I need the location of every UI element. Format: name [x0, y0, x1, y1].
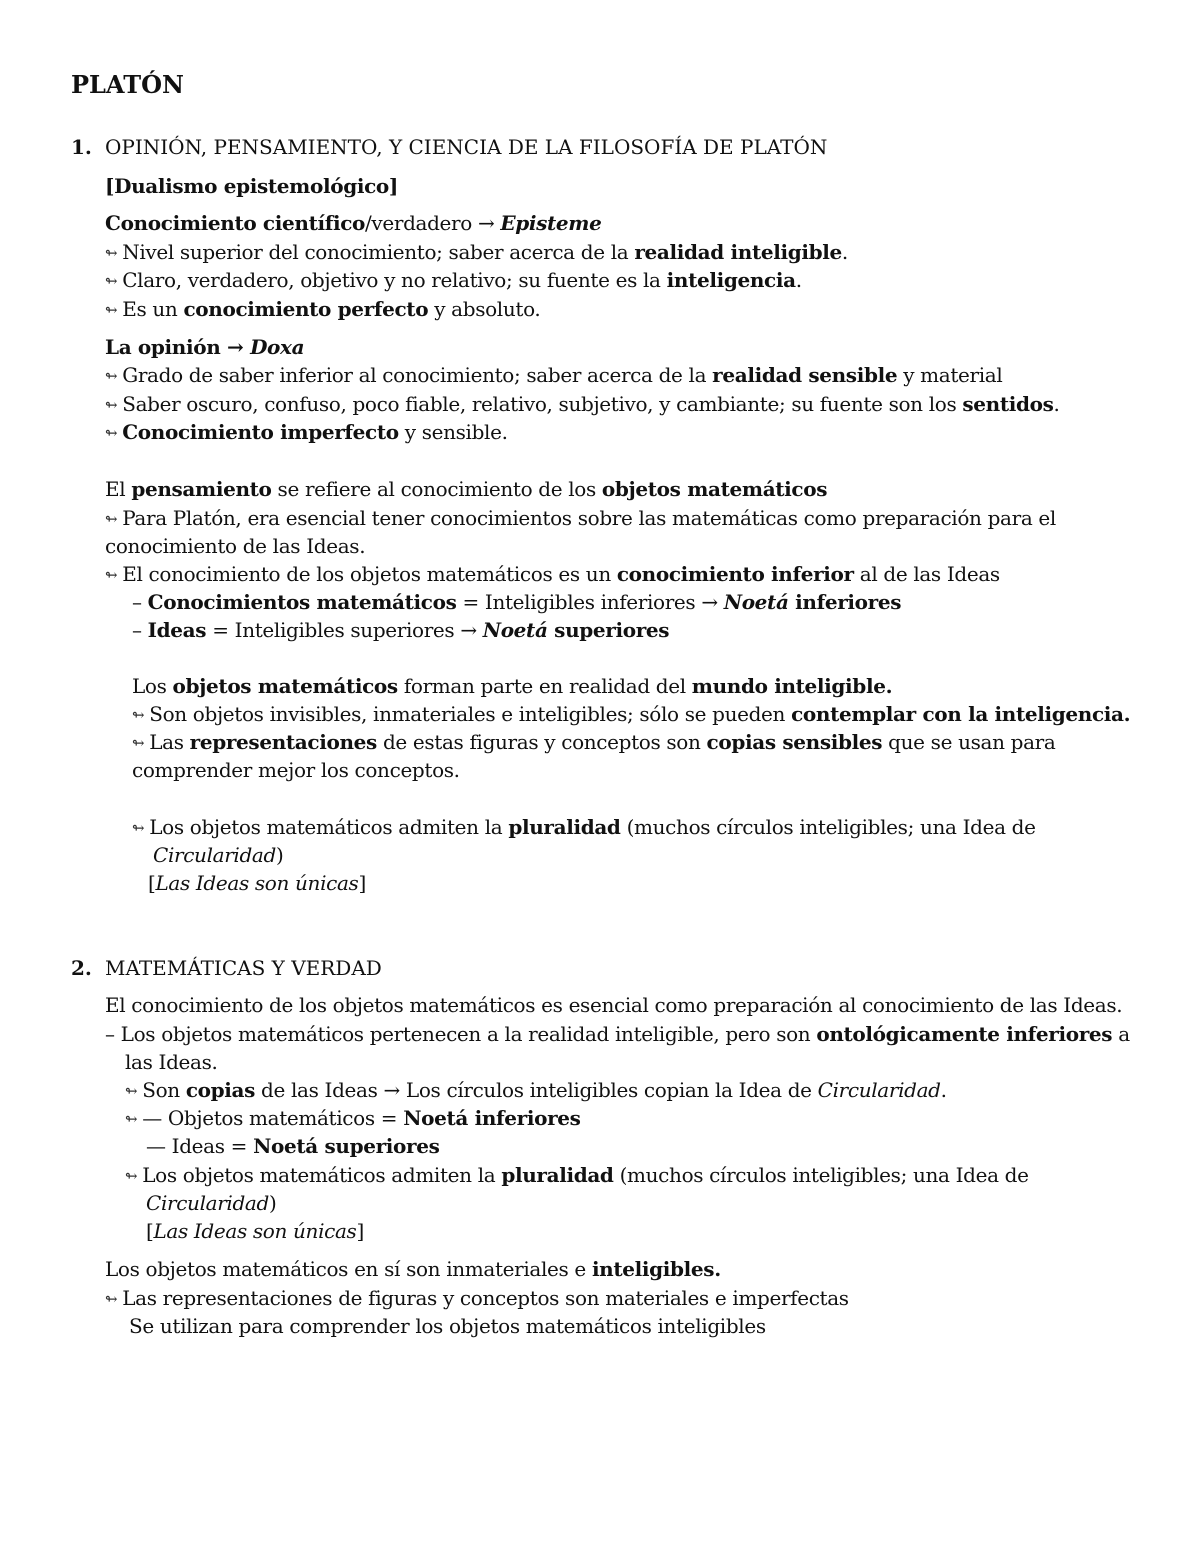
curved-arrow-icon: ↬: [105, 396, 118, 414]
section-2-number: 2.: [71, 956, 92, 980]
curved-arrow-icon: ↬: [105, 301, 118, 319]
objetos-point-1: ↬ Son objetos invisibles, inmateriales e inteligibles; sólo se pueden contemplar con la inteligencia.: [132, 702, 1131, 726]
episteme-point-1: ↬ Nivel superior del conocimiento; saber acerca de la realidad inteligible.: [105, 240, 848, 264]
doxa-word: Doxa: [250, 335, 305, 359]
objetos-point-3-note: [Las Ideas son únicas]: [148, 871, 366, 895]
section-1-heading: OPINIÓN, PENSAMIENTO, Y CIENCIA DE LA FILOSOFÍA DE PLATÓN: [105, 135, 828, 159]
pensamiento-point-1-cont: conocimiento de las Ideas.: [105, 534, 366, 558]
curved-arrow-icon: ↬: [105, 367, 118, 385]
s2-bullet-2: ↬ — Objetos matemáticos = Noetá inferiores: [125, 1106, 581, 1130]
s2-paragraph-2-cont: las Ideas.: [125, 1050, 218, 1074]
objetos-heading: Los objetos matemáticos forman parte en realidad del mundo inteligible.: [132, 674, 893, 698]
pensamiento-point-1: ↬ Para Platón, era esencial tener conocimientos sobre las matemáticas como preparación para el: [105, 506, 1056, 530]
section-1-number: 1.: [71, 135, 92, 159]
objetos-point-3: ↬ Los objetos matemáticos admiten la pluralidad (muchos círculos inteligibles; una Idea de: [132, 815, 1036, 839]
curved-arrow-icon: ↬: [105, 1290, 118, 1308]
doxa-point-2: ↬ Saber oscuro, confuso, poco fiable, relativo, subjetivo, y cambiante; su fuente son los sentidos.: [105, 392, 1060, 416]
episteme-term: Conocimiento científico: [105, 211, 366, 235]
curved-arrow-icon: ↬: [125, 1167, 138, 1185]
pensamiento-heading: El pensamiento se refiere al conocimiento de los objetos matemáticos: [105, 477, 828, 501]
doxa-point-3: ↬ Conocimiento imperfecto y sensible.: [105, 420, 508, 444]
s2-paragraph-1: El conocimiento de los objetos matemáticos es esencial como preparación al conocimiento de las Ideas.: [105, 993, 1123, 1017]
curved-arrow-icon: ↬: [132, 819, 145, 837]
section-1-subtitle: [Dualismo epistemológico]: [105, 174, 399, 198]
doxa-point-1: ↬ Grado de saber inferior al conocimiento; saber acerca de la realidad sensible y material: [105, 363, 1003, 387]
curved-arrow-icon: ↬: [105, 566, 118, 584]
s2-paragraph-3: Los objetos matemáticos en sí son inmateriales e inteligibles.: [105, 1257, 721, 1281]
pensamiento-dash-2: – Ideas = Inteligibles superiores → Noetá superiores: [132, 618, 670, 642]
section-2-heading: MATEMÁTICAS Y VERDAD: [105, 956, 382, 980]
curved-arrow-icon: ↬: [132, 734, 145, 752]
episteme-point-3: ↬ Es un conocimiento perfecto y absoluto.: [105, 297, 541, 321]
curved-arrow-icon: ↬: [105, 272, 118, 290]
episteme-heading: Conocimiento científico/verdadero → Episteme: [105, 211, 602, 235]
objetos-point-2-cont: comprender mejor los conceptos.: [132, 758, 460, 782]
doxa-heading: La opinión → Doxa: [105, 335, 305, 359]
pensamiento-point-2: ↬ El conocimiento de los objetos matemáticos es un conocimiento inferior al de las Ideas: [105, 562, 1000, 586]
objetos-point-2: ↬ Las representaciones de estas figuras y conceptos son copias sensibles que se usan para: [132, 730, 1056, 754]
s2-bullet-2-cont: — Ideas = Noetá superiores: [146, 1134, 440, 1158]
objetos-point-3-cont: Circularidad): [153, 843, 284, 867]
s2-bullet-3-note: [Las Ideas son únicas]: [146, 1219, 364, 1243]
s2-paragraph-4: ↬ Las representaciones de figuras y conceptos son materiales e imperfectas: [105, 1286, 849, 1310]
pensamiento-dash-1: – Conocimientos matemáticos = Inteligibles inferiores → Noetá inferiores: [132, 590, 902, 614]
curved-arrow-icon: ↬: [132, 706, 145, 724]
document-title: PLATÓN: [71, 70, 184, 99]
s2-bullet-3: ↬ Los objetos matemáticos admiten la pluralidad (muchos círculos inteligibles; una Idea de: [125, 1163, 1029, 1187]
episteme-point-2: ↬ Claro, verdadero, objetivo y no relativo; su fuente es la inteligencia.: [105, 268, 802, 292]
s2-bullet-1: ↬ Son copias de las Ideas → Los círculos inteligibles copian la Idea de Circularidad.: [125, 1078, 947, 1102]
curved-arrow-icon: ↬: [105, 510, 118, 528]
s2-paragraph-2: – Los objetos matemáticos pertenecen a la realidad inteligible, pero son ontológicamente inferiores a: [105, 1022, 1130, 1046]
s2-bullet-3-cont: Circularidad): [146, 1191, 277, 1215]
curved-arrow-icon: ↬: [105, 424, 118, 442]
curved-arrow-icon: ↬: [125, 1082, 138, 1100]
episteme-word: Episteme: [500, 211, 602, 235]
curved-arrow-icon: ↬: [125, 1110, 138, 1128]
s2-paragraph-5: Se utilizan para comprender los objetos matemáticos inteligibles: [129, 1314, 766, 1338]
curved-arrow-icon: ↬: [105, 244, 118, 262]
